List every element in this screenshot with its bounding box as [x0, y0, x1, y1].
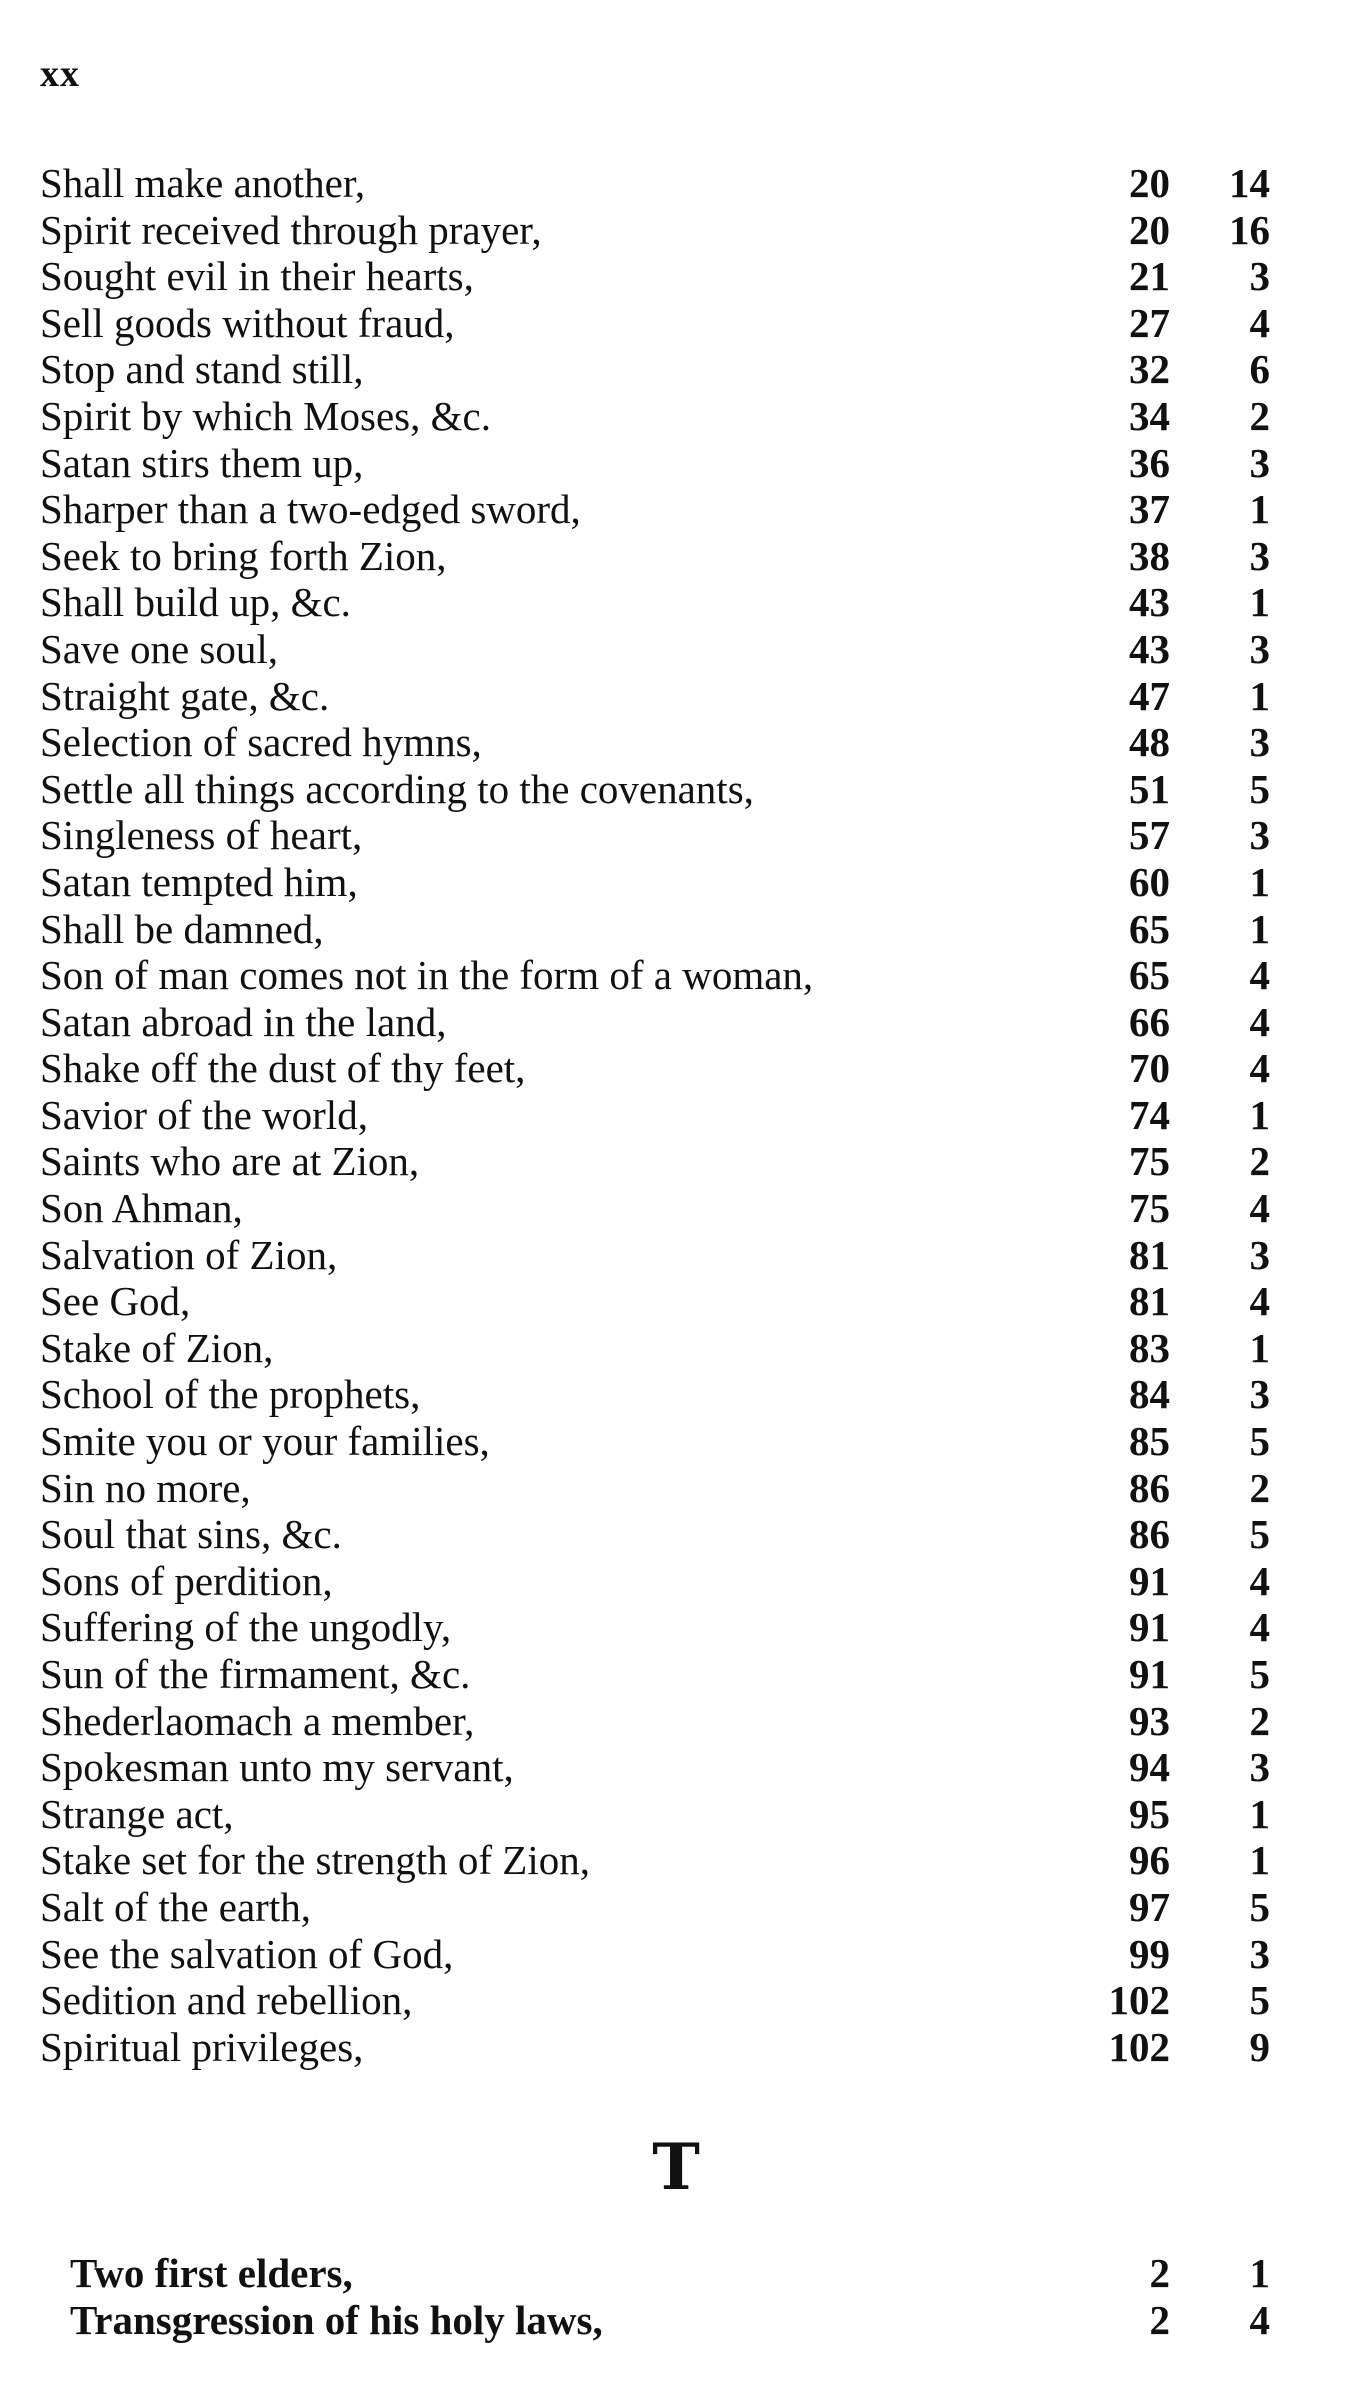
entry-page-number: 75 [1129, 1138, 1170, 1185]
entry-label: Stop and stand still, [40, 346, 364, 393]
entry-label: Smite you or your families, [40, 1418, 490, 1465]
entry-page-number: 37 [1129, 486, 1170, 533]
letter-heading-t: T [652, 2130, 700, 2205]
entry-page-number: 27 [1129, 299, 1170, 346]
entry-section-number: 5 [1249, 1511, 1270, 1558]
entry-label: Sons of perdition, [40, 1557, 333, 1604]
entry-label: Soul that sins, &c. [40, 1511, 342, 1558]
entry-label: Salvation of Zion, [40, 1231, 338, 1278]
index-entry [40, 253, 1290, 300]
entry-page-number: 86 [1129, 1511, 1170, 1558]
entry-section-number: 1 [1249, 579, 1270, 626]
entry-label: Save one soul, [40, 625, 278, 672]
index-entry [40, 1371, 1290, 1418]
index-entry [40, 1837, 1290, 1884]
entry-section-number: 1 [1249, 672, 1270, 719]
index-entry [40, 626, 1290, 673]
entry-section-number: 1 [1249, 486, 1270, 533]
entry-page-number: 84 [1129, 1371, 1170, 1418]
entry-label: Spokesman unto my servant, [40, 1744, 514, 1791]
index-entry [70, 2250, 1290, 2297]
index-entry [40, 207, 1290, 254]
index-entry [40, 952, 1290, 999]
index-entry [40, 393, 1290, 440]
index-entry [40, 812, 1290, 859]
entry-label: See God, [40, 1278, 191, 1325]
entry-page-number: 85 [1129, 1418, 1170, 1465]
index-entry [40, 1418, 1290, 1465]
entry-page-number: 102 [1108, 1977, 1170, 2024]
entry-section-number: 14 [1229, 160, 1270, 206]
entry-label: Sought evil in their hearts, [40, 253, 474, 300]
entry-page-number: 75 [1129, 1185, 1170, 1232]
entry-section-number: 3 [1249, 812, 1270, 859]
entry-page-number: 20 [1129, 160, 1170, 206]
entry-section-number: 3 [1249, 253, 1270, 300]
entry-section-number: 3 [1249, 1231, 1270, 1278]
entry-page-number: 97 [1129, 1883, 1170, 1930]
entry-label: Two first elders, [70, 2250, 353, 2296]
entry-section-number: 16 [1229, 206, 1270, 253]
entry-page-number: 57 [1129, 812, 1170, 859]
entry-label: Salt of the earth, [40, 1883, 311, 1930]
index-entry [40, 486, 1290, 533]
entry-label: Saints who are at Zion, [40, 1138, 420, 1185]
entry-section-number: 2 [1249, 1697, 1270, 1744]
entry-section-number: 6 [1249, 346, 1270, 393]
entry-section-number: 2 [1249, 392, 1270, 439]
entry-section-number: 1 [1249, 2250, 1270, 2296]
entry-section-number: 4 [1249, 1604, 1270, 1651]
entry-section-number: 3 [1249, 625, 1270, 672]
entry-section-number: 5 [1249, 765, 1270, 812]
entry-page-number: 95 [1129, 1790, 1170, 1837]
entry-section-number: 4 [1249, 299, 1270, 346]
entry-label: Strange act, [40, 1790, 234, 1837]
entry-label: Seek to bring forth Zion, [40, 532, 447, 579]
entry-section-number: 3 [1249, 1744, 1270, 1791]
entry-section-number: 3 [1249, 1371, 1270, 1418]
index-entry [40, 1977, 1290, 2024]
entry-page-number: 74 [1129, 1091, 1170, 1138]
entry-label: School of the prophets, [40, 1371, 421, 1418]
index-entry [40, 346, 1290, 393]
index-entry [40, 440, 1290, 487]
entry-page-number: 43 [1129, 579, 1170, 626]
index-entries-t [70, 2250, 1290, 2343]
entry-section-number: 3 [1249, 719, 1270, 766]
entry-page-number: 43 [1129, 625, 1170, 672]
entry-section-number: 5 [1249, 1651, 1270, 1697]
index-entry [40, 719, 1290, 766]
index-entry [40, 1511, 1290, 1558]
entry-label: Satan tempted him, [40, 858, 358, 905]
entry-label: Sin no more, [40, 1464, 251, 1511]
entry-label: Satan stirs them up, [40, 439, 364, 486]
entry-label: Settle all things according to the covenants, [40, 765, 754, 812]
entry-label: Straight gate, &c. [40, 672, 330, 719]
entry-section-number: 1 [1249, 1324, 1270, 1371]
entry-page-number: 83 [1129, 1324, 1170, 1371]
entry-section-number: 3 [1249, 1930, 1270, 1977]
index-entry [40, 1278, 1290, 1325]
entry-label: Sell goods without fraud, [40, 299, 455, 346]
entry-section-number: 4 [1249, 1278, 1270, 1325]
entry-section-number: 2 [1249, 1464, 1270, 1511]
index-entry [40, 1138, 1290, 1185]
entry-page-number: 65 [1129, 905, 1170, 952]
entry-page-number: 38 [1129, 532, 1170, 579]
entry-page-number: 86 [1129, 1464, 1170, 1511]
entry-label: Singleness of heart, [40, 812, 363, 859]
index-entry [40, 1232, 1290, 1279]
entry-page-number: 66 [1129, 998, 1170, 1045]
entry-section-number: 1 [1249, 905, 1270, 952]
entry-section-number: 4 [1249, 1185, 1270, 1232]
index-entry [40, 1558, 1290, 1605]
entry-page-number: 20 [1129, 206, 1170, 253]
entry-page-number: 32 [1129, 346, 1170, 393]
index-entry [40, 1791, 1290, 1838]
entry-page-number: 102 [1108, 2023, 1170, 2070]
entry-section-number: 4 [1249, 1557, 1270, 1604]
entry-page-number: 65 [1129, 952, 1170, 999]
entry-section-number: 4 [1249, 1045, 1270, 1092]
entry-section-number: 5 [1249, 1977, 1270, 2024]
index-entry [40, 1185, 1290, 1232]
entry-section-number: 4 [1249, 952, 1270, 999]
entry-section-number: 3 [1249, 439, 1270, 486]
entry-label: Satan abroad in the land, [40, 998, 447, 1045]
entry-label: Spirit by which Moses, &c. [40, 392, 491, 439]
entry-section-number: 4 [1249, 2296, 1270, 2343]
entry-page-number: 94 [1129, 1744, 1170, 1791]
index-entry [40, 1465, 1290, 1512]
index-entry [40, 673, 1290, 720]
entry-label: Shall make another, [40, 160, 366, 206]
entry-page-number: 51 [1129, 765, 1170, 812]
entry-section-number: 3 [1249, 532, 1270, 579]
entry-label: Sun of the firmament, &c. [40, 1651, 471, 1697]
entry-page-number: 81 [1129, 1278, 1170, 1325]
entry-page-number: 91 [1129, 1651, 1170, 1697]
entry-page-number: 2 [1149, 2296, 1170, 2343]
entry-label: See the salvation of God, [40, 1930, 454, 1977]
entry-label: Shall build up, &c. [40, 579, 351, 626]
index-entries-s [40, 160, 1290, 2070]
entry-page-number: 21 [1129, 253, 1170, 300]
index-entry [40, 1325, 1290, 1372]
entry-label: Spirit received through prayer, [40, 206, 542, 253]
entry-label: Son Ahman, [40, 1185, 243, 1232]
index-entry [40, 2024, 1290, 2071]
entry-page-number: 99 [1129, 1930, 1170, 1977]
entry-page-number: 96 [1129, 1837, 1170, 1884]
entry-label: Son of man comes not in the form of a woman, [40, 952, 814, 999]
entry-label: Transgression of his holy laws, [70, 2296, 603, 2343]
index-entry [40, 1744, 1290, 1791]
entry-label: Sharper than a two-edged sword, [40, 486, 581, 533]
entry-label: Selection of sacred hymns, [40, 719, 482, 766]
index-entry [40, 1651, 1290, 1698]
entry-label: Shederlaomach a member, [40, 1697, 475, 1744]
index-entry [40, 1604, 1290, 1651]
entry-label: Savior of the world, [40, 1091, 368, 1138]
index-entry [40, 533, 1290, 580]
entry-page-number: 70 [1129, 1045, 1170, 1092]
entry-section-number: 9 [1249, 2023, 1270, 2070]
entry-page-number: 34 [1129, 392, 1170, 439]
index-entry [40, 1092, 1290, 1139]
entry-page-number: 91 [1129, 1557, 1170, 1604]
index-entry [40, 1045, 1290, 1092]
index-entry [40, 1931, 1290, 1978]
entry-label: Shake off the dust of thy feet, [40, 1045, 526, 1092]
index-entry [40, 160, 1290, 207]
index-entry [70, 2297, 1290, 2344]
entry-section-number: 5 [1249, 1883, 1270, 1930]
entry-section-number: 5 [1249, 1418, 1270, 1465]
entry-label: Shall be damned, [40, 905, 324, 952]
index-entry [40, 766, 1290, 813]
index-entry [40, 1884, 1290, 1931]
index-entry [40, 859, 1290, 906]
entry-section-number: 1 [1249, 1790, 1270, 1837]
entry-section-number: 1 [1249, 1837, 1270, 1884]
entry-page-number: 81 [1129, 1231, 1170, 1278]
entry-label: Sedition and rebellion, [40, 1977, 413, 2024]
entry-label: Suffering of the ungodly, [40, 1604, 452, 1651]
entry-label: Stake set for the strength of Zion, [40, 1837, 590, 1884]
entry-page-number: 93 [1129, 1697, 1170, 1744]
entry-section-number: 4 [1249, 998, 1270, 1045]
entry-section-number: 2 [1249, 1138, 1270, 1185]
page-number: xx [40, 53, 80, 95]
entry-section-number: 1 [1249, 1091, 1270, 1138]
entry-page-number: 60 [1129, 858, 1170, 905]
entry-page-number: 2 [1149, 2250, 1170, 2296]
entry-page-number: 36 [1129, 439, 1170, 486]
index-entry [40, 579, 1290, 626]
index-entry [40, 906, 1290, 953]
entry-section-number: 1 [1249, 858, 1270, 905]
index-entry [40, 300, 1290, 347]
entry-label: Stake of Zion, [40, 1324, 274, 1371]
entry-page-number: 48 [1129, 719, 1170, 766]
index-entry [40, 1698, 1290, 1745]
entry-page-number: 47 [1129, 672, 1170, 719]
entry-label: Spiritual privileges, [40, 2023, 364, 2070]
entry-page-number: 91 [1129, 1604, 1170, 1651]
index-entry [40, 999, 1290, 1046]
